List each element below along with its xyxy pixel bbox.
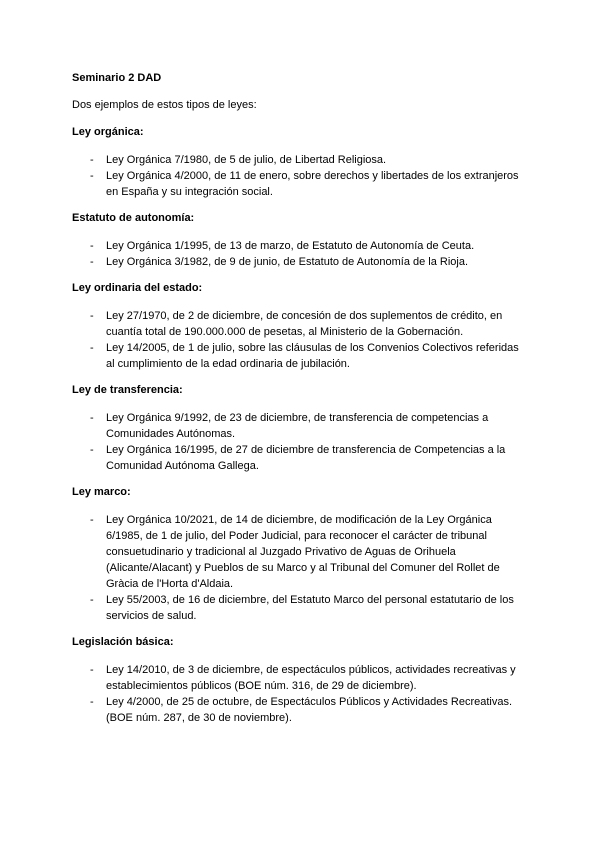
list-item bbox=[72, 168, 528, 200]
list-item bbox=[72, 238, 528, 254]
law-list bbox=[72, 512, 528, 624]
bullet-dash: - bbox=[90, 170, 94, 182]
list-item bbox=[72, 254, 528, 270]
section-heading: Legislación básica: bbox=[72, 636, 174, 648]
bullet-dash: - bbox=[90, 154, 94, 166]
list-item-text: Ley Orgánica 9/1992, de 23 de diciembre, de transferencia de competencias a Comunidades Autónomas. bbox=[106, 412, 489, 440]
bullet-dash: - bbox=[90, 240, 94, 252]
section-ley-organica bbox=[72, 124, 528, 200]
law-list bbox=[72, 410, 528, 474]
list-item bbox=[72, 694, 528, 726]
bullet-dash: - bbox=[90, 594, 94, 606]
list-item bbox=[72, 662, 528, 694]
list-item-text: Ley Orgánica 1/1995, de 13 de marzo, de Estatuto de Autonomía de Ceuta. bbox=[106, 240, 475, 252]
list-item-text: Ley 14/2010, de 3 de diciembre, de espectáculos públicos, actividades recreativas y establecimientos públicos (BOE núm. 316, de 29 de diciembre). bbox=[106, 664, 516, 692]
section-heading: Ley orgánica: bbox=[72, 126, 144, 138]
list-item bbox=[72, 152, 528, 168]
bullet-dash: - bbox=[90, 696, 94, 708]
law-list bbox=[72, 662, 528, 726]
bullet-dash: - bbox=[90, 514, 94, 526]
bullet-dash: - bbox=[90, 342, 94, 354]
list-item-text: Ley Orgánica 7/1980, de 5 de julio, de Libertad Religiosa. bbox=[106, 154, 387, 166]
section-heading: Ley de transferencia: bbox=[72, 384, 183, 396]
bullet-dash: - bbox=[90, 310, 94, 322]
section-legislacion-basica bbox=[72, 634, 528, 726]
section-ley-ordinaria bbox=[72, 280, 528, 372]
list-item-text: Ley 55/2003, de 16 de diciembre, del Estatuto Marco del personal estatutario de los servicios de salud. bbox=[106, 594, 514, 622]
list-item-text: Ley Orgánica 10/2021, de 14 de diciembre, de modificación de la Ley Orgánica 6/1985, de 1 de julio, del Poder Judicial, para reconocer el carácter de tribunal consuetudinario y tradicional al Juzgado Privativo de Aguas de Orihuela (Alicante/Alacant) y Pueblos de su Marco y al Tribunal del Comuner del Rollet de Gràcia de l'Horta d'Aldaia. bbox=[106, 514, 500, 590]
section-heading: Estatuto de autonomía: bbox=[72, 212, 195, 224]
list-item-text: Ley 14/2005, de 1 de julio, sobre las cláusulas de los Convenios Colectivos referidas al cumplimiento de la edad ordinaria de jubilación. bbox=[106, 342, 519, 370]
bullet-dash: - bbox=[90, 256, 94, 268]
list-item bbox=[72, 340, 528, 372]
document-title: Seminario 2 DAD bbox=[72, 72, 162, 84]
law-list bbox=[72, 308, 528, 372]
list-item bbox=[72, 512, 528, 592]
list-item bbox=[72, 410, 528, 442]
list-item-text: Ley 27/1970, de 2 de diciembre, de concesión de dos suplementos de crédito, en cuantía total de 190.000.000 de pesetas, al Ministerio de la Gobernación. bbox=[106, 310, 503, 338]
list-item-text: Ley 4/2000, de 25 de octubre, de Espectáculos Públicos y Actividades Recreativas. (BOE núm. 287, de 30 de noviembre). bbox=[106, 696, 513, 724]
list-item bbox=[72, 308, 528, 340]
section-ley-transferencia bbox=[72, 382, 528, 474]
list-item-text: Ley Orgánica 3/1982, de 9 de junio, de Estatuto de Autonomía de la Rioja. bbox=[106, 256, 469, 268]
law-list bbox=[72, 152, 528, 200]
bullet-dash: - bbox=[90, 412, 94, 424]
list-item bbox=[72, 592, 528, 624]
section-estatuto-autonomia bbox=[72, 210, 528, 270]
list-item-text: Ley Orgánica 4/2000, de 11 de enero, sobre derechos y libertades de los extranjeros en España y su integración social. bbox=[106, 170, 519, 198]
list-item-text: Ley Orgánica 16/1995, de 27 de diciembre de transferencia de Competencias a la Comunidad Autónoma Gallega. bbox=[106, 444, 506, 472]
law-list bbox=[72, 238, 528, 270]
section-ley-marco bbox=[72, 484, 528, 624]
document-page bbox=[72, 70, 528, 736]
intro-text: Dos ejemplos de estos tipos de leyes: bbox=[72, 99, 257, 111]
list-item bbox=[72, 442, 528, 474]
bullet-dash: - bbox=[90, 444, 94, 456]
section-heading: Ley marco: bbox=[72, 486, 131, 498]
bullet-dash: - bbox=[90, 664, 94, 676]
section-heading: Ley ordinaria del estado: bbox=[72, 282, 203, 294]
